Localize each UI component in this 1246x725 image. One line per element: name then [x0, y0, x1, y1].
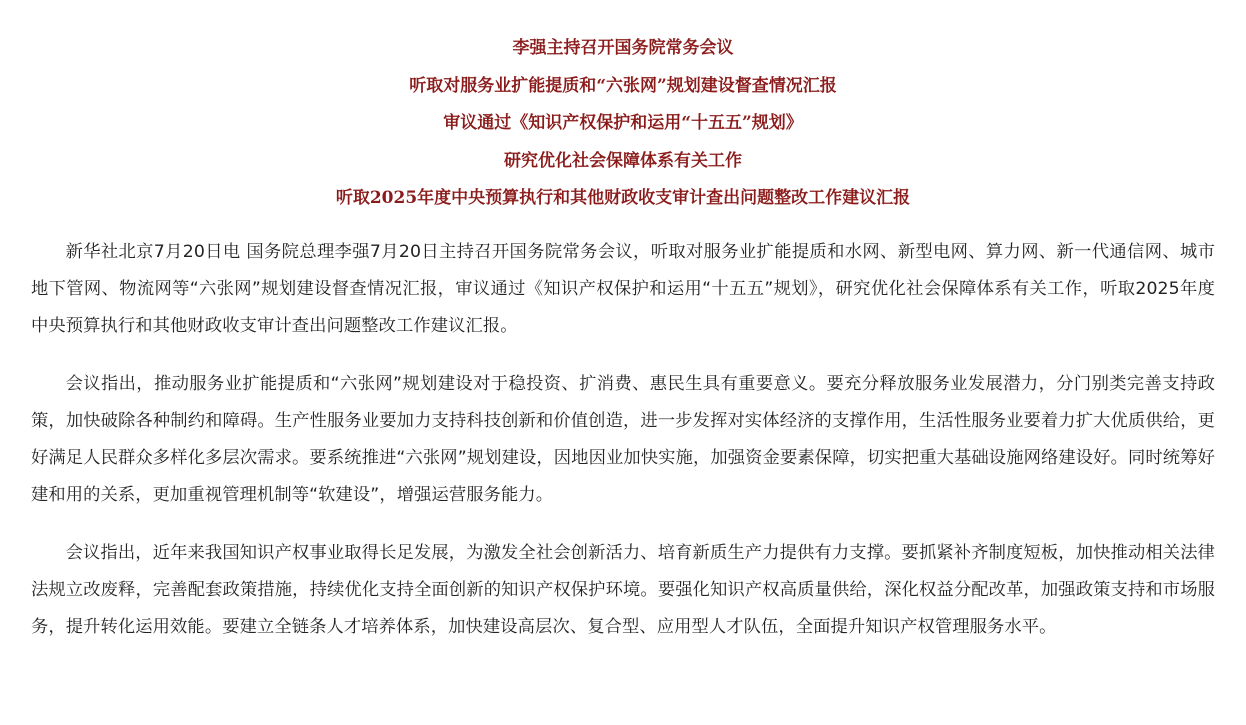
subheadline-audit-rectification: 听取2025年度中央预算执行和其他财政收支审计查出问题整改工作建议汇报 — [335, 188, 911, 208]
paragraph-lead: 新华社北京7月20日电 国务院总理李强7月20日主持召开国务院常务会议，听取对服务业扩能提质和水网、新型电网、算力网、新一代通信网、城市地下管网、物流网等“六张网”规划建设督查情况汇报，审议通过《知识产权保护和运用“十五五”规划》，研究优化社会保障体系有关工作，听取2025年度中央预算执行和其他财政收支审计查出问题整改工作建议汇报。 — [31, 242, 1215, 336]
article-body — [31, 234, 1215, 667]
paragraph-ip: 会议指出，近年来我国知识产权事业取得长足发展，为激发全社会创新活力、培育新质生产力提供有力支撑。要抓紧补齐制度短板，加快推动相关法律法规立改废释，完善配套政策措施，持续优化支持全面创新的知识产权保护环境。要强化知识产权高质量供给，深化权益分配改革，加强政策支持和市场服务，提升转化运用效能。要建立全链条人才培养体系，加快建设高层次、复合型、应用型人才队伍，全面提升知识产权管理服务水平。 — [31, 543, 1215, 637]
subheadline-services-networks: 听取对服务业扩能提质和“六张网”规划建设督查情况汇报 — [409, 75, 837, 96]
main-headline: 李强主持召开国务院常务会议 — [512, 38, 734, 58]
paragraph-services: 会议指出，推动服务业扩能提质和“六张网”规划建设对于稳投资、扩消费、惠民生具有重要意义。要充分释放服务业发展潜力，分门别类完善支持政策，加快破除各种制约和障碍。生产性服务业要加力支持科技创新和价值创造，进一步发挥对实体经济的支撑作用，生活性服务业要着力扩大优质供给，更好满足人民群众多样化多层次需求。要系统推进“六张网”规划建设，因地因业加快实施，加强资金要素保障，切实把重大基础设施网络建设好。同时统筹好建和用的关系，更加重视管理机制等“软建设”，增强运营服务能力。 — [31, 374, 1215, 505]
subheadline-social-security: 研究优化社会保障体系有关工作 — [504, 150, 742, 171]
subheadline-ip-plan: 审议通过《知识产权保护和运用“十五五”规划》 — [443, 113, 803, 133]
headline-block — [0, 30, 1246, 218]
